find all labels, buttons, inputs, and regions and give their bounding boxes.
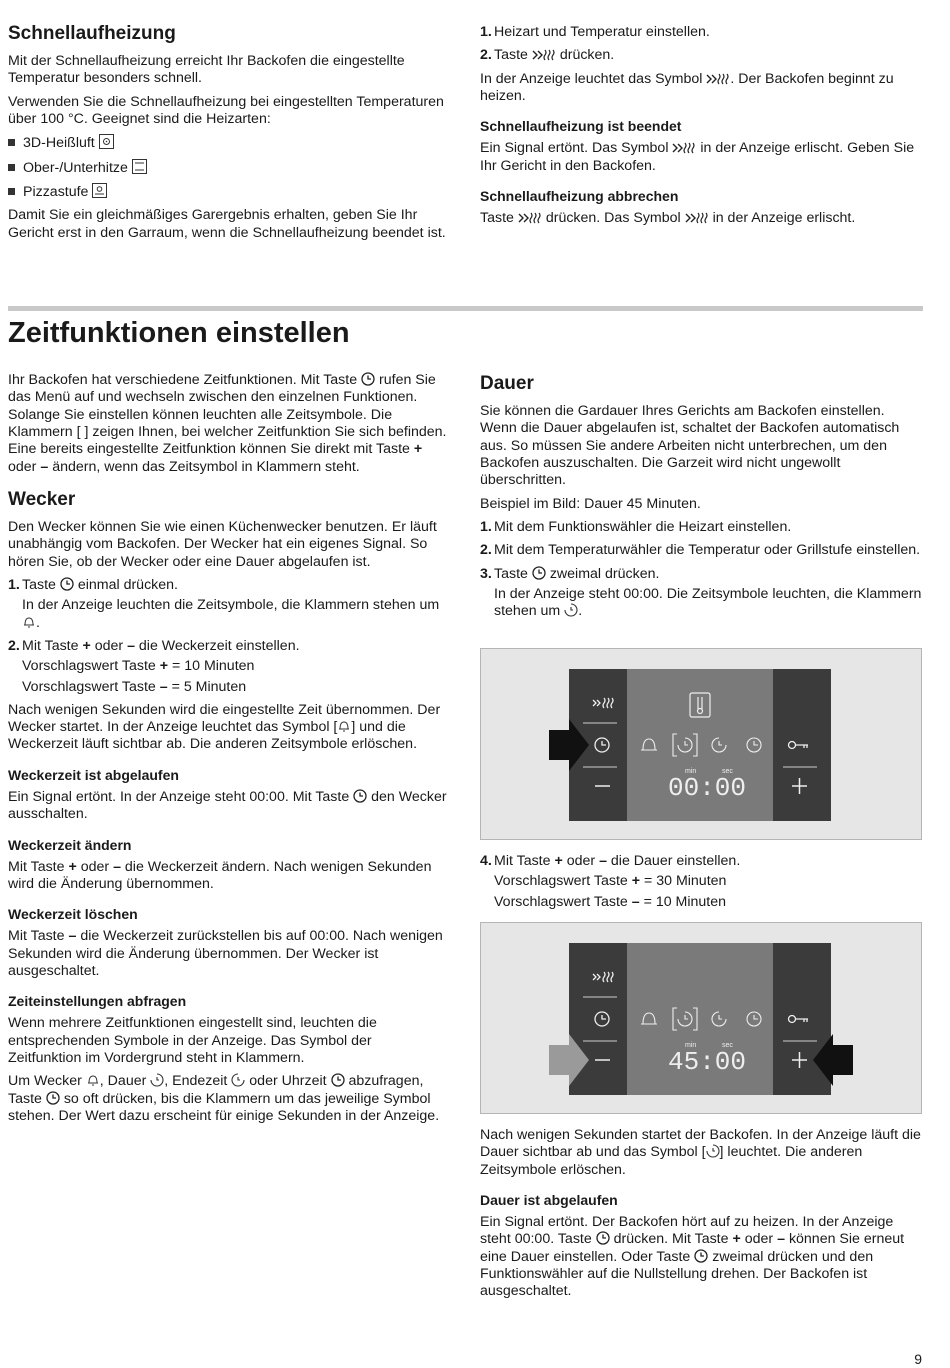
- list-item: 3D-Heißluft: [8, 134, 448, 152]
- plus-icon: +: [554, 853, 563, 869]
- minus-icon: –: [68, 928, 77, 945]
- clock-icon: [60, 577, 74, 591]
- paragraph: Nach wenigen Sekunden wird die eingestellte Zeit übernommen. Der Wecker startet. In der Anzeige leuchtet das Symbol [ ] und die Weckerzeit läuft sichtbar ab. Die anderen Zeitsymbole erlöschen.: [8, 701, 441, 753]
- sec-label: sec: [722, 768, 733, 775]
- minus-icon: –: [777, 1231, 785, 1248]
- minus-icon: –: [159, 678, 168, 695]
- fan-heating-icon: [99, 134, 114, 149]
- plus-icon: +: [68, 858, 77, 875]
- duration-icon: [564, 603, 578, 617]
- rapid-heat-icon: [532, 49, 556, 61]
- clock-icon: [361, 372, 375, 386]
- subheading: Weckerzeit ist abgelaufen: [8, 766, 179, 783]
- section-title: Wecker: [8, 488, 76, 510]
- paragraph: Taste drücken. Das Symbol in der Anzeige erlischt.: [480, 210, 856, 227]
- time-readout: 45:00: [668, 1047, 747, 1077]
- paragraph: Ein Signal ertönt. Das Symbol in der Anzeige erlischt. Geben Sie Ihr Gericht in den Backofen.: [480, 140, 915, 174]
- paragraph: Ihr Backofen hat verschiedene Zeitfunktionen. Mit Taste rufen Sie das Menü auf und wechseln zwischen den einzelnen Funktionen. Solange Sie einstellen können leuchten alle Zeitsymbole. Die Klammern [ ] zeigen Ihnen, bei welcher Zeitfunktion Sie sich befinden. Eine bereits eingestellte Zeitfunktion können Sie direkt mit Taste + oder – ändern, wenn das Zeitsymbol in Klammern steht.: [8, 372, 447, 475]
- plus-icon: +: [631, 873, 641, 890]
- minus-icon: –: [127, 637, 135, 654]
- paragraph: In der Anzeige leuchtet das Symbol . Der Backofen beginnt zu heizen.: [480, 70, 894, 104]
- oven-display-panel-2: [480, 922, 922, 1114]
- rapid-heat-icon: [685, 212, 709, 224]
- dauer-after: [480, 1127, 925, 1307]
- clock-icon: [46, 1091, 60, 1105]
- rapid-heat-icon: [672, 142, 696, 154]
- dauer-section: [480, 372, 925, 627]
- subheading: Schnellaufheizung ist beendet: [480, 118, 682, 135]
- oven-display-panel-1: [480, 648, 922, 840]
- rapid-heat-icon: [518, 212, 542, 224]
- minus-icon: –: [631, 893, 640, 910]
- list-item: Pizzastufe: [8, 183, 448, 201]
- paragraph: Mit Taste + oder – die Weckerzeit ändern. Nach wenigen Sekunden wird die Änderung übernommen.: [8, 858, 432, 892]
- subheading: Weckerzeit löschen: [8, 906, 138, 923]
- oven-control-display: [481, 923, 923, 1115]
- duration-icon: [150, 1073, 164, 1087]
- schnellaufheizung-section: [8, 22, 448, 248]
- step: 3. Taste zweimal drücken. In der Anzeige steht 00:00. Die Zeitsymbole leuchten, die Klammern stehen um .: [480, 565, 922, 620]
- plus-icon: +: [413, 441, 423, 458]
- rapid-heat-icon: [706, 73, 730, 85]
- step: 1. Heizart und Temperatur einstellen.: [480, 24, 710, 40]
- pizza-setting-icon: [92, 183, 107, 198]
- paragraph: Mit der Schnellaufheizung erreicht Ihr Backofen die eingestellte Temperatur besonders schnell.: [8, 53, 405, 87]
- heating-mode-list: [8, 134, 448, 201]
- section-title: Schnellaufheizung: [8, 23, 176, 44]
- subheading: Schnellaufheizung abbrechen: [480, 187, 679, 204]
- sec-label: sec: [722, 1042, 733, 1049]
- minus-icon: –: [599, 853, 607, 869]
- bell-icon: [86, 1073, 100, 1087]
- step: 1. Taste einmal drücken. In der Anzeige leuchten die Zeitsymbole, die Klammern stehen um .: [8, 576, 440, 631]
- minus-icon: –: [113, 858, 121, 875]
- clock-icon: [331, 1073, 345, 1087]
- plus-icon: +: [732, 1231, 741, 1248]
- step: 2. Mit Taste + oder – die Weckerzeit einstellen. Vorschlagswert Taste + = 10 Minuten Vorschlagswert Taste – = 5 Minuten: [8, 637, 300, 695]
- min-label: min: [685, 1042, 697, 1049]
- step: 2. Mit dem Temperaturwähler die Temperatur oder Grillstufe einstellen.: [480, 542, 921, 559]
- time-readout: 00:00: [668, 773, 747, 803]
- dauer-step-4: [480, 853, 925, 917]
- min-label: min: [685, 768, 697, 775]
- page-title: Zeitfunktionen einstellen: [8, 317, 350, 349]
- clock-icon: [596, 1231, 610, 1245]
- schnellaufheizung-steps: [480, 24, 925, 233]
- step: 2. Taste drücken.: [480, 47, 615, 64]
- paragraph: Mit Taste – die Weckerzeit zurückstellen bis auf 00:00. Nach wenigen Sekunden wird die Änderung übernommen. Der Wecker ist ausgeschaltet.: [8, 928, 443, 979]
- zeitfunktionen-left-column: [8, 372, 448, 1131]
- paragraph: Beispiel im Bild: Dauer 45 Minuten.: [480, 495, 701, 512]
- paragraph: Ein Signal ertönt. In der Anzeige steht 00:00. Mit Taste den Wecker ausschalten.: [8, 788, 447, 823]
- section-title: Dauer: [480, 373, 534, 394]
- bell-icon: [22, 615, 36, 629]
- paragraph: Damit Sie ein gleichmäßiges Garergebnis erhalten, geben Sie Ihr Gericht erst in den Garraum, wenn die Schnellaufheizung beendet ist.: [8, 207, 446, 241]
- clock-icon: [694, 1249, 708, 1263]
- subheading: Zeiteinstellungen abfragen: [8, 993, 187, 1010]
- top-bottom-heat-icon: [132, 159, 147, 174]
- list-item: Ober-/Unterhitze: [8, 159, 448, 177]
- paragraph: Wenn mehrere Zeitfunktionen eingestellt sind, leuchten die entsprechenden Symbole in der Anzeige. Das Symbol der Zeitfunktion im Vordergrund steht in Klammern.: [8, 1015, 377, 1066]
- page-number: 9: [914, 1351, 922, 1367]
- step: 4. Mit Taste + oder – die Dauer einstellen. Vorschlagswert Taste + = 30 Minuten Vorschlagswert Taste – = 10 Minuten: [480, 853, 741, 910]
- paragraph: Nach wenigen Sekunden startet der Backofen. In der Anzeige läuft die Dauer sichtbar ab und das Symbol [ ] leuchtet. Die anderen Zeitsymbole erlöschen.: [480, 1127, 921, 1178]
- clock-icon: [532, 566, 546, 580]
- subheading: Dauer ist abgelaufen: [480, 1191, 618, 1208]
- paragraph: Verwenden Sie die Schnellaufheizung bei eingestellten Temperaturen über 100 °C. Geeignet sind die Heizarten:: [8, 93, 444, 128]
- plus-icon: +: [82, 637, 91, 654]
- section-divider: [8, 306, 923, 311]
- step: 1. Mit dem Funktionswähler die Heizart einstellen.: [480, 519, 792, 536]
- paragraph: Ein Signal ertönt. Der Backofen hört auf zu heizen. In der Anzeige steht 00:00. Taste drücken. Mit Taste + oder – können Sie erneut eine Dauer einstellen. Oder Taste zweimal drücken und den Funktionswähler auf die Nullstellung drehen. Der Backofen ist ausgeschaltet.: [480, 1214, 905, 1300]
- oven-control-display: [481, 649, 923, 841]
- clock-icon: [353, 789, 367, 803]
- paragraph: Sie können die Gardauer Ihres Gerichts am Backofen einstellen. Wenn die Dauer abgelaufen ist, schaltet der Backofen automatisch aus. So müssen Sie andere Arbeiten nicht unterbrechen, um den Backofen auszuschalten. Die Garzeit wird nicht ungewollt überschritten.: [480, 403, 900, 489]
- end-time-icon: [231, 1073, 245, 1087]
- duration-icon: [706, 1144, 720, 1158]
- paragraph: Um Wecker , Dauer , Endezeit oder Uhrzeit abzufragen, Taste so oft drücken, bis die Klammern um das jeweilige Symbol stehen. Der Wert dazu erscheint für einige Sekunden in der Anzeige.: [8, 1073, 440, 1124]
- paragraph: Den Wecker können Sie wie einen Küchenwecker benutzen. Er läuft unabhängig vom Backofen. Der Wecker hat ein eigenes Signal. So hören Sie, ob der Wecker oder eine Dauer abgelaufen ist.: [8, 519, 437, 570]
- subheading: Weckerzeit ändern: [8, 836, 132, 853]
- bell-icon: [337, 719, 351, 733]
- minus-icon: –: [40, 458, 49, 475]
- plus-icon: +: [159, 658, 169, 675]
